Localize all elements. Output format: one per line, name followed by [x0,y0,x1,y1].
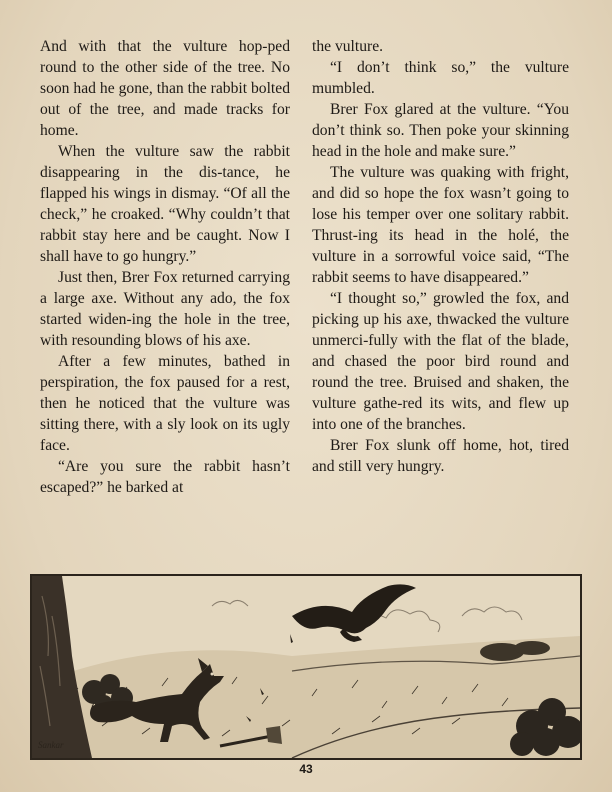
paragraph: “I thought so,” growled the fox, and picking up his axe, thwacked the vulture unmerci-fully with the flat of the blade, and chased the poor bird round and round the tree. Bruised and shaken, the vulture gathe-red its wits, and flew up into one of the branches. [312,290,569,433]
page-number: 43 [299,762,313,776]
paragraph: the vulture. [312,38,384,55]
paragraph: After a few minutes, bathed in perspiration, the fox paused for a rest, then he noticed that the vulture was sitting there, with a sly look on its ugly face. [40,353,290,454]
paragraph: Brer Fox glared at the vulture. “You don’t think so. Then poke your skinning head in the hole and make sure.” [312,101,569,160]
paragraph: And with that the vulture hop-ped round to the other side of the tree. No soon had he gone, than the rabbit bolted out of the tree, and made tracks for home. [40,38,290,139]
artist-signature: Sankar [38,740,64,750]
text-column-left [40,36,290,498]
text-column-right [312,36,569,477]
paragraph: Just then, Brer Fox returned carrying a large axe. Without any ado, the fox started widen-ing the hole in the tree, with resounding blows of his axe. [40,269,290,349]
paragraph: “I don’t think so,” the vulture mumbled. [312,59,569,97]
paragraph: Brer Fox slunk off home, hot, tired and still very hungry. [312,437,569,475]
paragraph: “Are you sure the rabbit hasn’t escaped?” he barked at [40,458,290,496]
paragraph: The vulture was quaking with fright, and did so hope the fox wasn’t going to lose his temper over one solitary rabbit. Thrust-ing its head in the holé, the vulture in a sorrowful voice said, “The rabbit seems to have disappeared.” [312,164,569,286]
illustration-fox-and-vulture [30,574,582,760]
paragraph: When the vulture saw the rabbit disappearing in the dis-tance, he flapped his wings in dismay. “Of all the check,” he croaked. “Why couldn’t that rabbit stay here and be caught. Now I shall have to go hungry.” [40,143,290,265]
